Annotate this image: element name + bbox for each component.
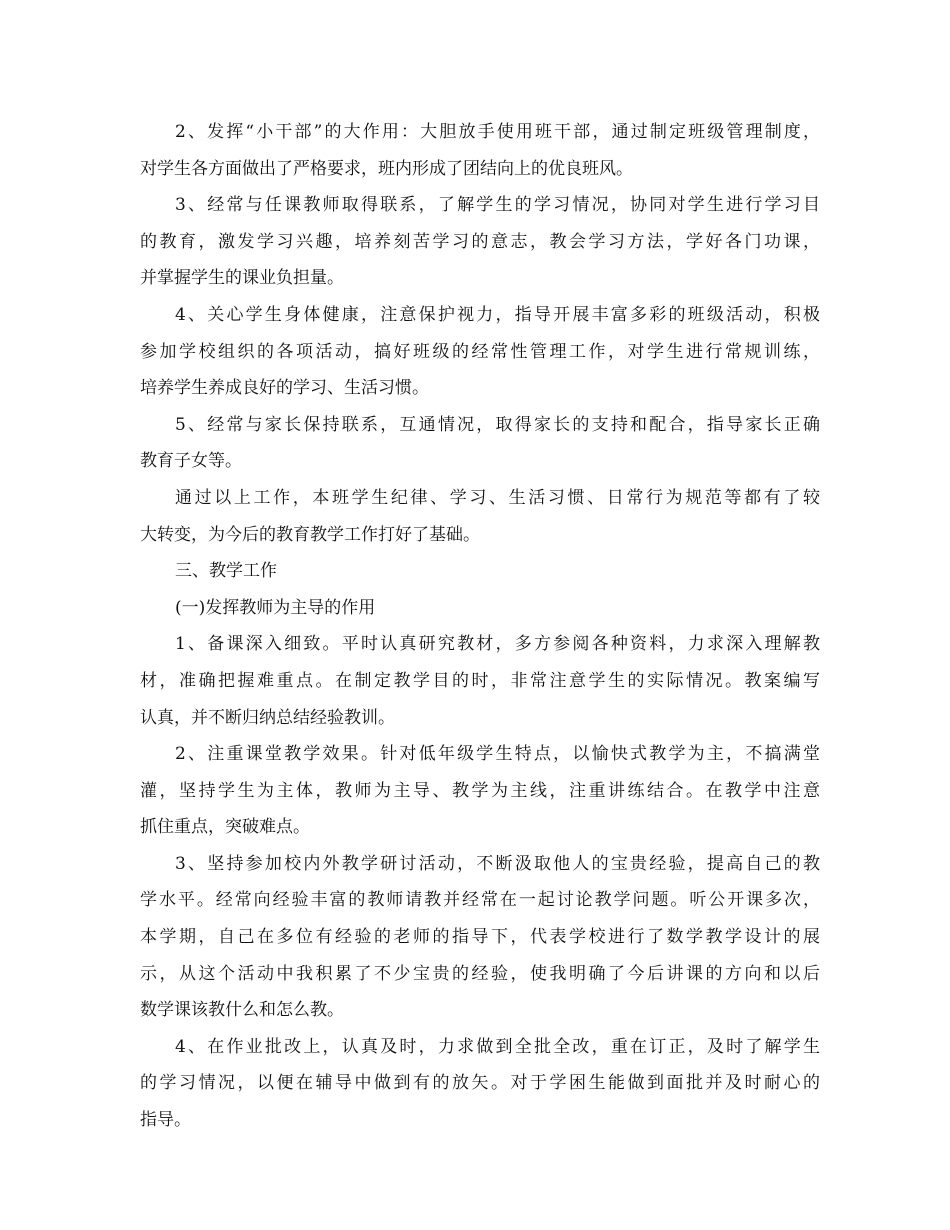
text-line: 4、在作业批改上，认真及时，力求做到全批全改，重在订正，及时了解学生 <box>175 1036 820 1057</box>
text-line: 并掌握学生的课业负担量。 <box>140 268 344 289</box>
text-line: 3、经常与任课教师取得联系，了解学生的学习情况，协同对学生进行学习目 <box>175 195 820 216</box>
text-line: 示，从这个活动中我积累了不少宝贵的经验，使我明确了今后讲课的方向和以后 <box>140 963 820 984</box>
text-line: (一)发挥教师为主导的作用 <box>175 597 376 618</box>
text-line: 培养学生养成良好的学习、生活习惯。 <box>140 378 429 399</box>
text-line: 学水平。经常向经验丰富的教师请教并经常在一起讨论教学问题。听公开课多次， <box>140 890 820 911</box>
text-line: 的教育，激发学习兴趣，培养刻苦学习的意志，教会学习方法，学好各门功课， <box>140 231 820 252</box>
text-line: 指导。 <box>140 1110 191 1131</box>
text-line: 对学生各方面做出了严格要求，班内形成了团结向上的优良班风。 <box>140 158 633 179</box>
text-line: 本学期，自己在多位有经验的老师的指导下，代表学校进行了数学教学设计的展 <box>140 927 820 948</box>
text-line: 4、关心学生身体健康，注意保护视力，指导开展丰富多彩的班级活动，积极 <box>175 304 820 325</box>
text-line: 参加学校组织的各项活动，搞好班级的经常性管理工作，对学生进行常规训练， <box>140 341 820 362</box>
text-line: 数学课该教什么和怎么教。 <box>140 1000 344 1021</box>
text-line: 通过以上工作，本班学生纪律、学习、生活习惯、日常行为规范等都有了较 <box>175 487 820 508</box>
text-line: 教育子女等。 <box>140 451 242 472</box>
text-line: 灌，坚持学生为主体，教师为主导、教学为主线，注重讲练结合。在教学中注意 <box>140 780 820 801</box>
text-line: 抓住重点，突破难点。 <box>140 817 310 838</box>
text-line: 3、坚持参加校内外教学研讨活动，不断汲取他人的宝贵经验，提高自己的教 <box>175 853 820 874</box>
document-body <box>140 114 820 1139</box>
text-line: 三、教学工作 <box>175 561 277 582</box>
text-line: 认真，并不断归纳总结经验教训。 <box>140 707 395 728</box>
text-line: 的学习情况，以便在辅导中做到有的放矢。对于学困生能做到面批并及时耐心的 <box>140 1073 820 1094</box>
text-line: 1、备课深入细致。平时认真研究教材，多方参阅各种资料，力求深入理解教 <box>175 634 820 655</box>
text-line: 2、发挥“小干部”的大作用：大胆放手使用班干部，通过制定班级管理制度， <box>175 122 820 142</box>
text-line: 5、经常与家长保持联系，互通情况，取得家长的支持和配合，指导家长正确 <box>175 414 820 435</box>
text-line: 材，准确把握难重点。在制定教学目的时，非常注意学生的实际情况。教案编写 <box>140 670 820 691</box>
text-line: 2、注重课堂教学效果。针对低年级学生特点，以愉快式教学为主，不搞满堂 <box>175 744 820 765</box>
text-line: 大转变，为今后的教育教学工作打好了基础。 <box>140 524 480 545</box>
